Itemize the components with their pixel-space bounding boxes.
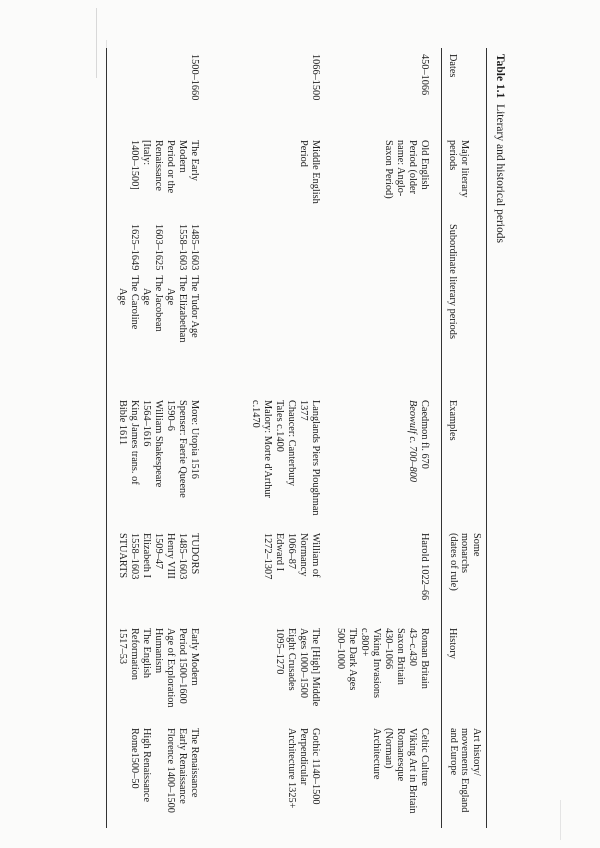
header-major-periods: Major literary periods xyxy=(447,140,470,198)
row-1-monarchs: Harold 1022–66 xyxy=(419,533,430,601)
table-top-rule xyxy=(486,48,487,828)
row-2-major-period: Middle English Period xyxy=(298,140,321,204)
row-1-major-period: Old English Period (older name: Anglo- Saxon Period) xyxy=(383,140,430,199)
row-3-art: The Renaissance Early Renaissance Florence 1400–1500 High Renaissance Rome1500–50 xyxy=(129,728,200,813)
rotated-table xyxy=(100,48,510,828)
header-history: History xyxy=(447,628,458,659)
header-subordinate-periods: Subordinate literary periods xyxy=(447,224,458,339)
row-2-art: Gothic 1140–1500 Perpendicular Architecture 1325+ xyxy=(286,728,321,809)
row-2-examples: Langlands Piers Ploughman 1377 Chaucer: Canterbury Tales c.1400 Malory: Morte d'Arthur c.1470 xyxy=(250,400,321,516)
header-dates: Dates xyxy=(447,54,458,78)
row-2-dates: 1066–1500 xyxy=(310,54,321,101)
header-monarchs: Some monarchs (dates of rule) xyxy=(448,533,482,591)
row-1-history: Roman Britain 43–c.430 Saxon Britain 430–1066 Viking Invasions c.800+ The Dark Ages 500–1000 xyxy=(335,628,430,699)
row-3-dates: 1500–1660 xyxy=(189,54,200,101)
row-1-dates: 450–1066 xyxy=(419,54,430,96)
header-examples: Examples xyxy=(447,400,458,441)
row-2-monarchs: William of Normancy 1066–87 Edward I 1272–1307 xyxy=(262,533,321,580)
row-1-examples: Caedmon fl. 670 Beowulf c. 700–800 xyxy=(407,400,430,483)
row-3-examples: More: Utopia 1516 Spenser: Faerie Queene 1590–6 William Shakespeare 1564–1616 King James trans. of Bible 1611 xyxy=(117,400,200,498)
row-3-subordinate-periods: 1485–1603 The Tudor Age 1558–1603 The Elizabethan Age 1603–1625 The Jacobean Age 1625–1649 The Caroline Age xyxy=(117,224,200,343)
table-title: Literary and historical periods xyxy=(494,104,506,243)
scan-artifact-line xyxy=(560,800,561,840)
row-3-monarchs: TUDORS 1485–1603 Henry VIII 1509–47 Elizabeth I 1558–1603 STUARTS xyxy=(117,533,200,580)
header-art-history: Art history/ movements England and Europe xyxy=(448,728,482,813)
row-2-history: The [High] Middle Ages 1000–1500 Eight Crusades 1095–1270 xyxy=(274,628,321,707)
scan-artifact-line xyxy=(96,8,97,78)
table-caption xyxy=(494,54,506,243)
table-header-rule xyxy=(441,48,442,828)
row-3-major-period: The Early Modern Period or the Renaissance [Italy: 1400–1500] xyxy=(129,140,200,194)
table-number: Table 1.1 xyxy=(494,54,506,99)
row-1-art: Celtic Culture Viking Art in Britain Romanesque (Norman) Architecture xyxy=(371,728,430,814)
table-bottom-rule xyxy=(106,48,107,828)
row-3-history: Early Modern Period 1500–1600 Age of Exploration Humanism The English Reformation 1517–53 xyxy=(117,628,200,708)
